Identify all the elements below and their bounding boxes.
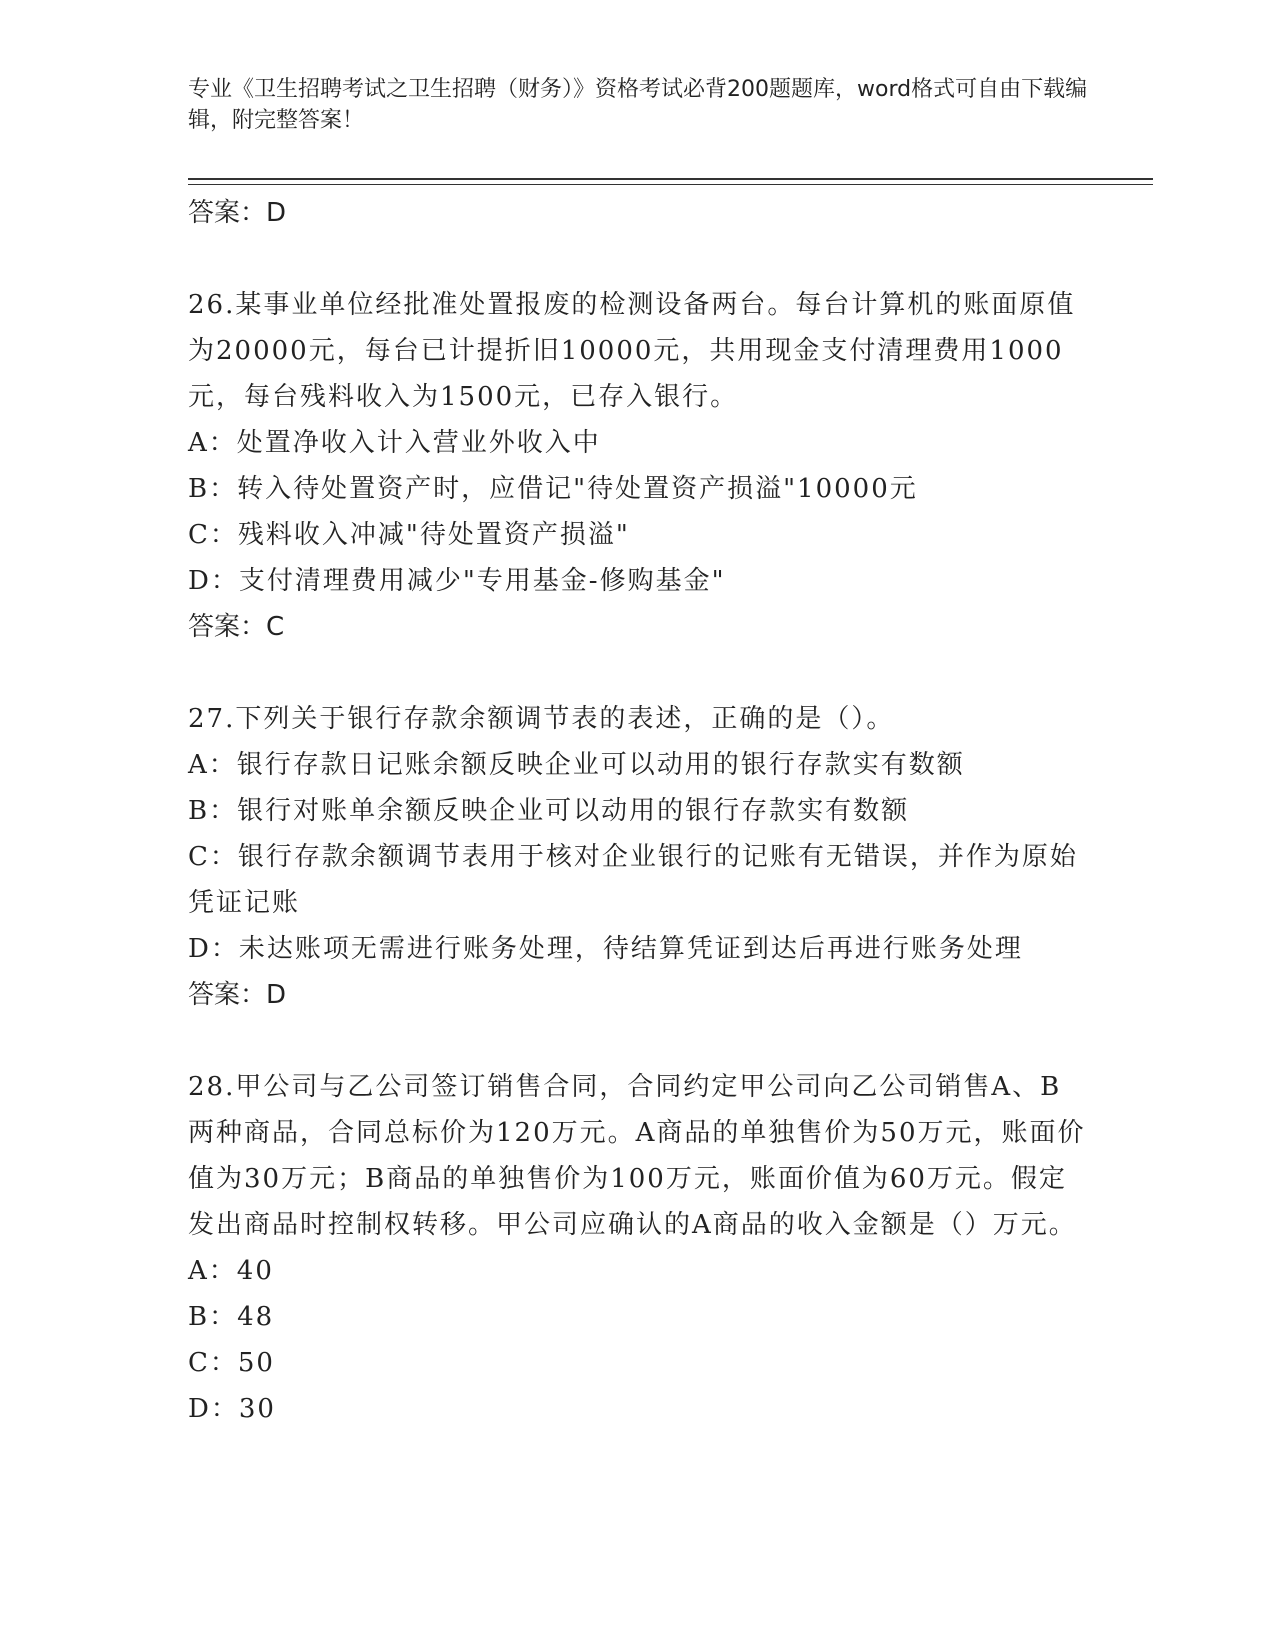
header-divider-thin <box>188 184 1153 185</box>
question-26-option-c: C：残料收入冲减"待处置资产损溢" <box>188 520 630 550</box>
question-28 <box>188 1064 1088 1432</box>
question-27-option-a: A：银行存款日记账余额反映企业可以动用的银行存款实有数额 <box>188 750 965 780</box>
question-26-option-b: B：转入待处置资产时，应借记"待处置资产损溢"10000元 <box>188 474 918 504</box>
answer-27: 答案：D <box>188 980 287 1010</box>
answer-25: 答案：D <box>188 198 287 228</box>
question-26 <box>188 282 1088 650</box>
question-27-option-b: B：银行对账单余额反映企业可以动用的银行存款实有数额 <box>188 796 910 826</box>
question-27-stem: 27.下列关于银行存款余额调节表的表述，正确的是（）。 <box>188 704 895 734</box>
question-26-option-a: A：处置净收入计入营业外收入中 <box>188 428 601 458</box>
question-26-stem: 26.某事业单位经批准处置报废的检测设备两台。每台计算机的账面原值为20000元，每台已计提折旧10000元，共用现金支付清理费用1000元，每台残料收入为1500元，已存入银行。 <box>188 290 1076 412</box>
header-divider-thick <box>188 178 1153 180</box>
answer-26: 答案：C <box>188 612 285 642</box>
question-28-option-c: C：50 <box>188 1348 275 1378</box>
question-27 <box>188 696 1088 1018</box>
page-header: 专业《卫生招聘考试之卫生招聘（财务）》资格考试必背200题题库，word格式可自由下载编辑，附完整答案！ <box>188 77 1088 133</box>
question-28-stem: 28.甲公司与乙公司签订销售合同，合同约定甲公司向乙公司销售A、B两种商品，合同总标价为120万元。A商品的单独售价为50万元，账面价值为30万元；B商品的单独售价为100万元，账面价值为60万元。假定发出商品时控制权转移。甲公司应确认的A商品的收入金额是（）万元。 <box>188 1072 1086 1240</box>
spacer <box>188 1018 1088 1064</box>
question-28-option-a: A：40 <box>188 1256 274 1286</box>
question-26-option-d: D：支付清理费用减少"专用基金-修购基金" <box>188 566 726 596</box>
document-body <box>188 190 1088 1432</box>
question-27-option-c: C：银行存款余额调节表用于核对企业银行的记账有无错误，并作为原始凭证记账 <box>188 842 1078 918</box>
spacer <box>188 236 1088 282</box>
question-27-option-d: D：未达账项无需进行账务处理，待结算凭证到达后再进行账务处理 <box>188 934 1023 964</box>
spacer <box>188 650 1088 696</box>
question-28-option-b: B：48 <box>188 1302 275 1332</box>
question-28-option-d: D：30 <box>188 1394 276 1424</box>
